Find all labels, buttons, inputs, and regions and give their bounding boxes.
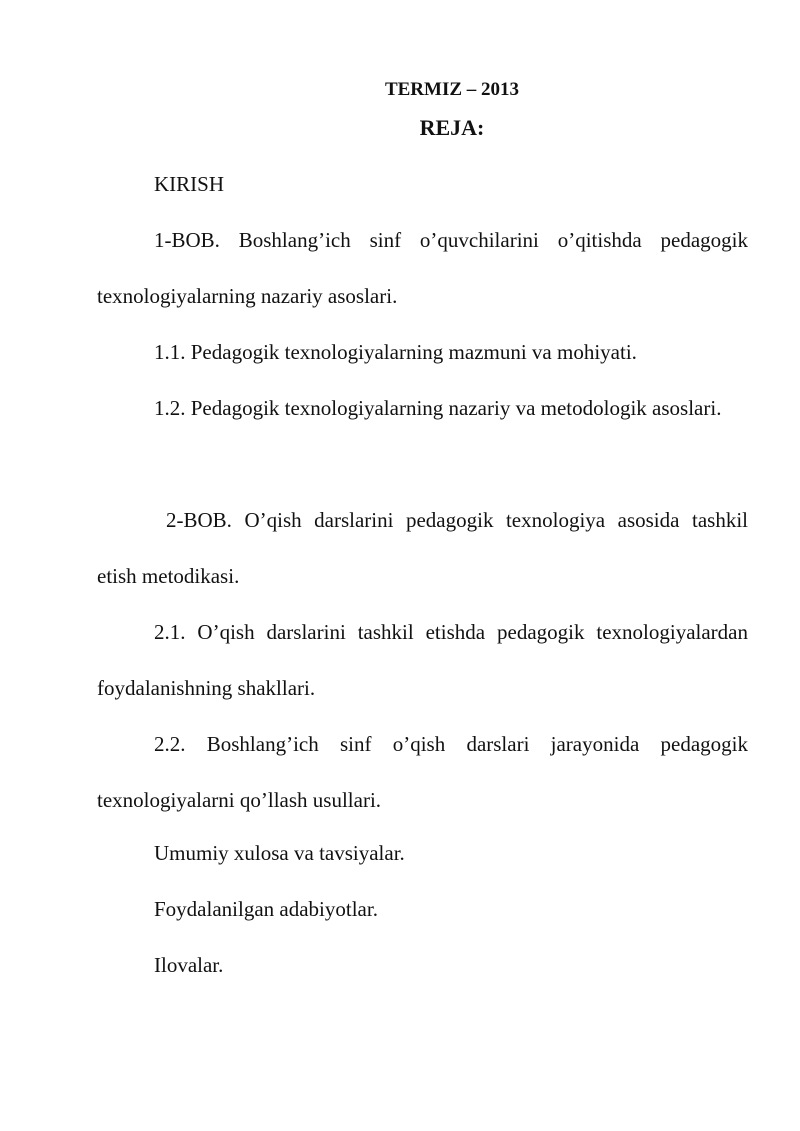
toc-item-section-1-2: 1.2. Pedagogik texnologiyalarning nazariy va metodologik asoslari. xyxy=(154,396,722,420)
plan-heading: REJA: xyxy=(419,115,485,140)
toc-item-appendices: Ilovalar. xyxy=(154,953,224,977)
toc-item-section-2-1: 2.1. O’qish darslarini tashkil etishda pedagogik texnologiyalardan foydalanishning shakllari. xyxy=(97,620,748,700)
toc-item-introduction: KIRISH xyxy=(154,172,225,196)
place-year-line: TERMIZ – 2013 xyxy=(384,79,520,100)
toc-item-section-2-2: 2.2. Boshlang’ich sinf o’qish darslari jarayonida pedagogik texnologiyalarni qo’llash usullari. xyxy=(97,732,748,812)
toc-item-references: Foydalanilgan adabiyotlar. xyxy=(154,897,378,921)
toc-item-chapter-1: 1-BOB. Boshlang’ich sinf o’quvchilarini o’qitishda pedagogik texnologiyalarning nazariy asoslari. xyxy=(97,228,748,308)
toc-item-section-1-1: 1.1. Pedagogik texnologiyalarning mazmuni va mohiyati. xyxy=(154,340,637,364)
toc-item-chapter-2: 2-BOB. O’qish darslarini pedagogik texnologiya asosida tashkil etish metodikasi. xyxy=(97,508,748,588)
toc-item-conclusion: Umumiy xulosa va tavsiyalar. xyxy=(154,841,405,865)
